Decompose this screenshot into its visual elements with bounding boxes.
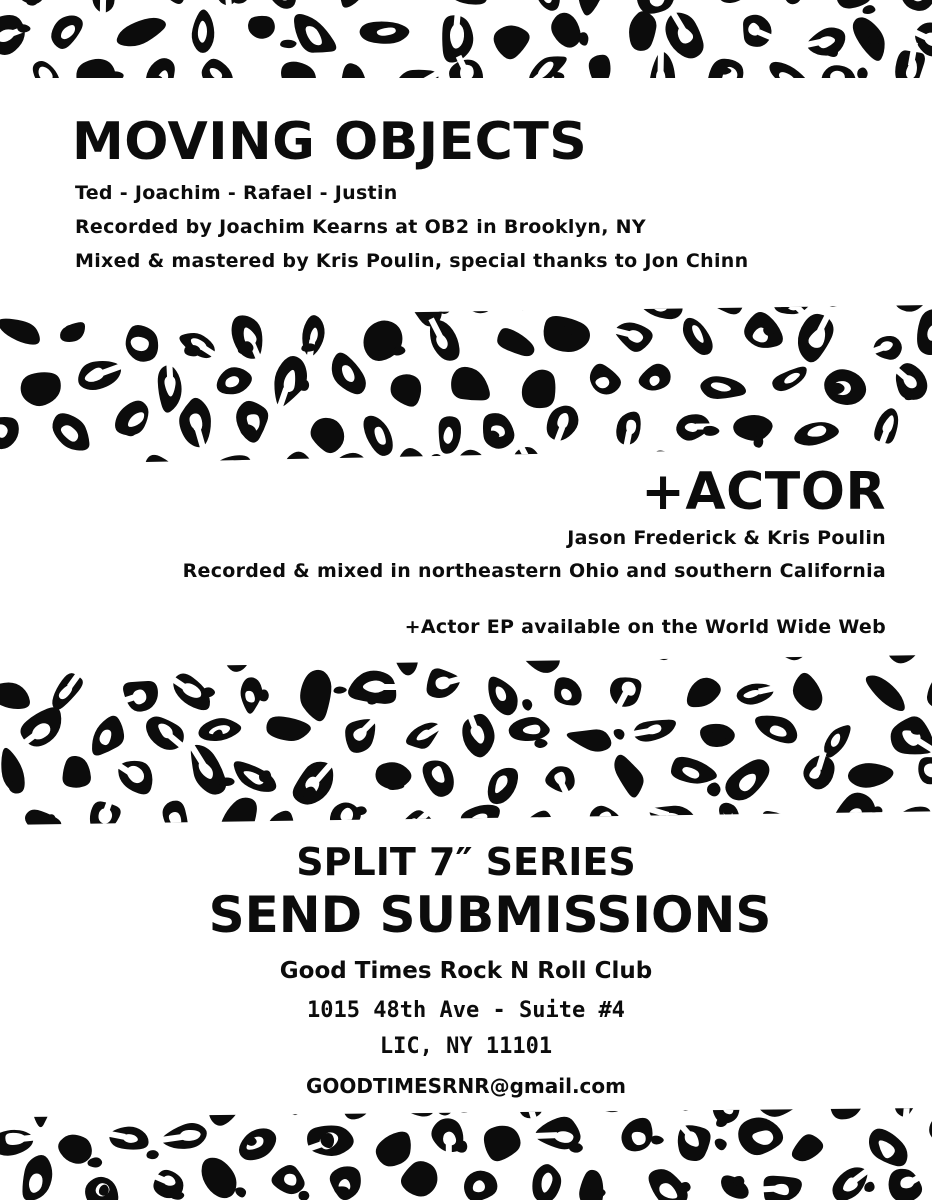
split-series-heading: SPLIT 7″ SERIES xyxy=(296,840,636,884)
leopard-spot xyxy=(91,1108,132,1113)
leopard-band-middle xyxy=(0,655,932,825)
club-city: LIC, NY 11101 xyxy=(379,1034,553,1059)
leopard-dot xyxy=(122,1108,136,1116)
actor-ep-note: +Actor EP available on the World Wide Web xyxy=(404,616,886,638)
leopard-pattern-top xyxy=(0,0,932,78)
club-name: Good Times Rock N Roll Club xyxy=(279,958,653,984)
club-street-address: 1015 48th Ave - Suite #4 xyxy=(307,998,625,1023)
leopard-spot xyxy=(26,655,62,664)
leopard-pattern-bottom xyxy=(0,1108,932,1200)
leopard-spot xyxy=(277,655,319,662)
leopard-pattern-upper xyxy=(0,305,932,465)
leopard-spot xyxy=(88,655,139,664)
leopard-dot xyxy=(431,454,442,463)
send-submissions-heading: SEND SUBMISSIONS xyxy=(208,886,772,944)
leopard-dot xyxy=(292,1108,305,1111)
actor-members: Jason Frederick & Kris Poulin xyxy=(567,527,886,549)
leopard-band-bottom xyxy=(0,1108,932,1200)
moving-objects-mixed: Mixed & mastered by Kris Poulin, special thanks to Jon Chinn xyxy=(75,250,749,272)
actor-recorded: Recorded & mixed in northeastern Ohio and southern California xyxy=(182,560,886,582)
leopard-spot xyxy=(66,305,123,313)
leopard-spot xyxy=(583,453,628,465)
leopard-spot xyxy=(568,655,618,657)
actor-title: +ACTOR xyxy=(641,462,886,522)
leopard-spot xyxy=(332,655,356,664)
leopard-dot xyxy=(733,1176,744,1186)
contact-email[interactable]: GOODTIMESRNR@gmail.com xyxy=(305,1074,626,1098)
leopard-spot xyxy=(198,305,249,314)
moving-objects-members: Ted - Joachim - Rafael - Justin xyxy=(75,182,398,204)
leopard-dot xyxy=(288,464,302,465)
leopard-dot xyxy=(784,819,798,825)
leopard-dot xyxy=(298,1191,309,1200)
leopard-spot xyxy=(24,305,67,310)
leopard-dot xyxy=(723,807,732,816)
leopard-pattern-middle xyxy=(0,655,932,825)
leopard-spot xyxy=(151,655,186,657)
leopard-dot xyxy=(520,342,532,351)
leopard-band-upper xyxy=(0,305,932,465)
leopard-dot xyxy=(545,655,559,657)
leopard-dot xyxy=(479,457,490,465)
moving-objects-title: MOVING OBJECTS xyxy=(72,112,588,172)
moving-objects-recorded: Recorded by Joachim Kearns at OB2 in Brooklyn, NY xyxy=(75,216,646,238)
leopard-dot xyxy=(677,824,691,825)
leopard-band-top xyxy=(0,0,932,78)
leopard-dot xyxy=(872,806,882,815)
leopard-spot xyxy=(889,455,931,465)
